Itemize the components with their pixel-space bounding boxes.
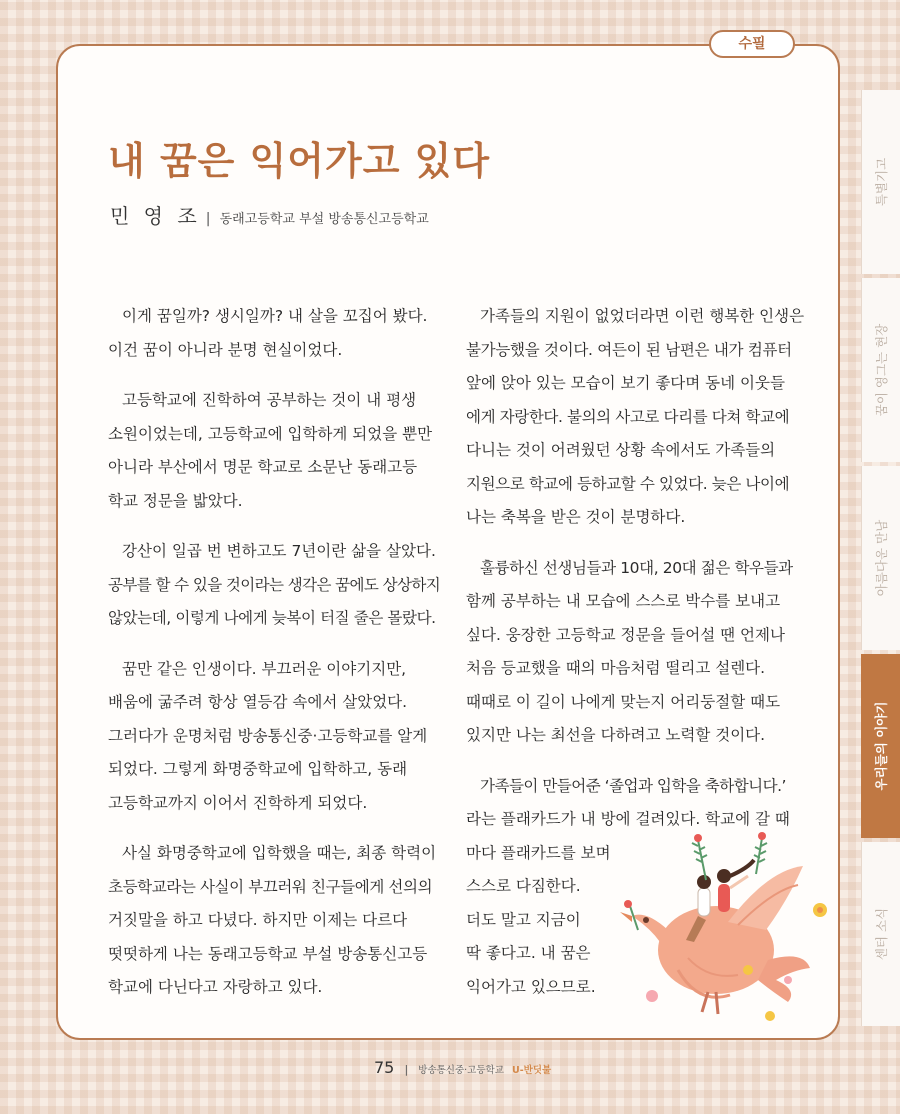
text-line: 라는 플래카드가 내 방에 걸려있다. 학교에 갈 때 <box>466 810 790 828</box>
text-line: 학교에 다닌다고 자랑하고 있다. <box>108 978 323 996</box>
text-line: 이게 꿈일까? 생시일까? 내 살을 꼬집어 봤다. <box>122 307 428 325</box>
text-line: 불가능했을 것이다. 여든이 된 남편은 내가 컴퓨터 <box>466 340 792 359</box>
paragraph <box>108 300 436 367</box>
text-line: 앞에 앉아 있는 모습이 보기 좋다며 동네 이웃들 <box>466 374 785 392</box>
left-column <box>108 300 441 1022</box>
text-line: 있지만 나는 최선을 다하려고 노력할 것이다. <box>466 726 766 744</box>
tab-our-stories[interactable] <box>861 654 900 838</box>
paragraph <box>466 552 792 753</box>
bird-eye <box>643 917 649 923</box>
tab-label: 우리들의 이야기 <box>873 701 889 791</box>
text-line: 싶다. 웅장한 고등학교 정문을 들어설 땐 언제나 <box>466 625 785 644</box>
text-line: 딱 좋다고. 내 꿈은 <box>466 944 591 962</box>
byline-separator: | <box>205 211 211 227</box>
author-name: 민 영 조 <box>110 204 201 228</box>
text-line: 초등학교라는 사실이 부끄러워 친구들에게 선의의 <box>108 877 433 896</box>
category-tag: 수필 <box>709 30 795 58</box>
tab-center-news[interactable] <box>861 842 900 1026</box>
publication-name: 방송통신중·고등학교 <box>418 1065 504 1076</box>
tab-label: 센터 소식 <box>874 907 889 961</box>
tab-label: 아름다운 만남 <box>874 519 889 597</box>
author-affiliation: 동래고등학교 부설 방송통신고등학교 <box>219 212 429 227</box>
text-line: 지원으로 학교에 등하교할 수 있었다. 늦은 나이에 <box>466 474 790 493</box>
text-line: 때때로 이 길이 나에게 맞는지 어리둥절할 때도 <box>466 692 781 711</box>
paragraph <box>108 384 436 518</box>
text-line: 이건 꿈이 아니라 분명 현실이었다. <box>108 340 343 359</box>
text-line: 고등학교까지 이어서 진학하게 되었다. <box>108 793 368 812</box>
text-line: 소원이었는데, 고등학교에 입학하게 되었을 뿐만 <box>108 424 433 443</box>
bird-beak <box>620 912 632 922</box>
text-line: 꿈만 같은 인생이다. 부끄러운 이야기지만, <box>122 659 407 678</box>
page-footer <box>374 1058 551 1077</box>
paragraph <box>108 837 436 1005</box>
tab-dream-site[interactable] <box>861 278 900 462</box>
paragraph <box>108 535 441 636</box>
tab-label: 꿈이 영그는 현장 <box>874 323 890 417</box>
paragraph <box>108 653 436 821</box>
text-line: 사실 화명중학교에 입학했을 때는, 최종 학력이 <box>122 844 437 862</box>
text-line: 함께 공부하는 내 모습에 스스로 박수를 보내고 <box>466 592 781 610</box>
text-line: 아니라 부산에서 명문 학교로 소문난 동래고등 <box>108 458 418 476</box>
magazine-name: U-반딧불 <box>511 1065 552 1076</box>
text-line: 마다 플래카드를 보며 <box>466 843 611 862</box>
tab-label: 특별기고 <box>874 157 889 207</box>
text-line: 되었다. 그렇게 화명중학교에 입학하고, 동래 <box>108 760 408 778</box>
tab-beautiful-meeting[interactable] <box>861 466 900 650</box>
text-line: 에게 자랑한다. 불의의 사고로 다리를 다쳐 학교에 <box>466 407 790 426</box>
text-line: 배움에 굶주려 항상 열등감 속에서 살았었다. <box>108 693 408 711</box>
byline <box>110 200 429 229</box>
text-line: 가족들이 만들어준 ‘졸업과 입학을 축하합니다.’ <box>480 776 786 795</box>
text-line: 훌륭하신 선생님들과 10대, 20대 젊은 학우들과 <box>480 558 793 577</box>
text-line: 스스로 다짐한다. <box>466 877 581 895</box>
text-line: 않았는데, 이렇게 나에게 늦복이 터질 줄은 몰랐다. <box>108 609 436 627</box>
text-line: 다니는 것이 어려웠던 상황 속에서도 가족들의 <box>466 441 776 459</box>
footer-separator: | <box>404 1063 409 1076</box>
text-line: 익어가고 있으므로. <box>466 977 596 996</box>
text-line: 공부를 할 수 있을 것이라는 생각은 꿈에도 상상하지 <box>108 575 441 594</box>
text-line: 처음 등교했을 때의 마음처럼 떨리고 설렌다. <box>466 659 766 677</box>
page-number: 75 <box>374 1058 395 1077</box>
text-line: 떳떳하게 나는 동래고등학교 부설 방송통신고등 <box>108 944 428 963</box>
text-line: 더도 말고 지금이 <box>466 910 581 929</box>
article-title: 내 꿈은 익어가고 있다 <box>108 138 491 183</box>
text-line: 학교 정문을 밟았다. <box>108 491 243 510</box>
tab-special-contribution[interactable] <box>861 90 900 274</box>
text-line: 나는 축복을 받은 것이 분명하다. <box>466 508 686 526</box>
bird-illustration <box>598 830 834 1030</box>
text-line: 거짓말을 하고 다녔다. 하지만 이제는 다르다 <box>108 911 408 929</box>
bird-wing <box>728 866 803 930</box>
paragraph <box>466 300 805 535</box>
rider-girl <box>718 884 730 912</box>
rider-boy <box>698 888 710 916</box>
text-line: 고등학교에 진학하여 공부하는 것이 내 평생 <box>122 391 417 409</box>
text-line: 그러다가 운명처럼 방송통신중·고등학교를 알게 <box>108 726 428 745</box>
text-line: 가족들의 지원이 없었더라면 이런 행복한 인생은 <box>480 307 805 325</box>
text-line: 강산이 일곱 번 변하고도 7년이란 삶을 살았다. <box>122 542 436 560</box>
